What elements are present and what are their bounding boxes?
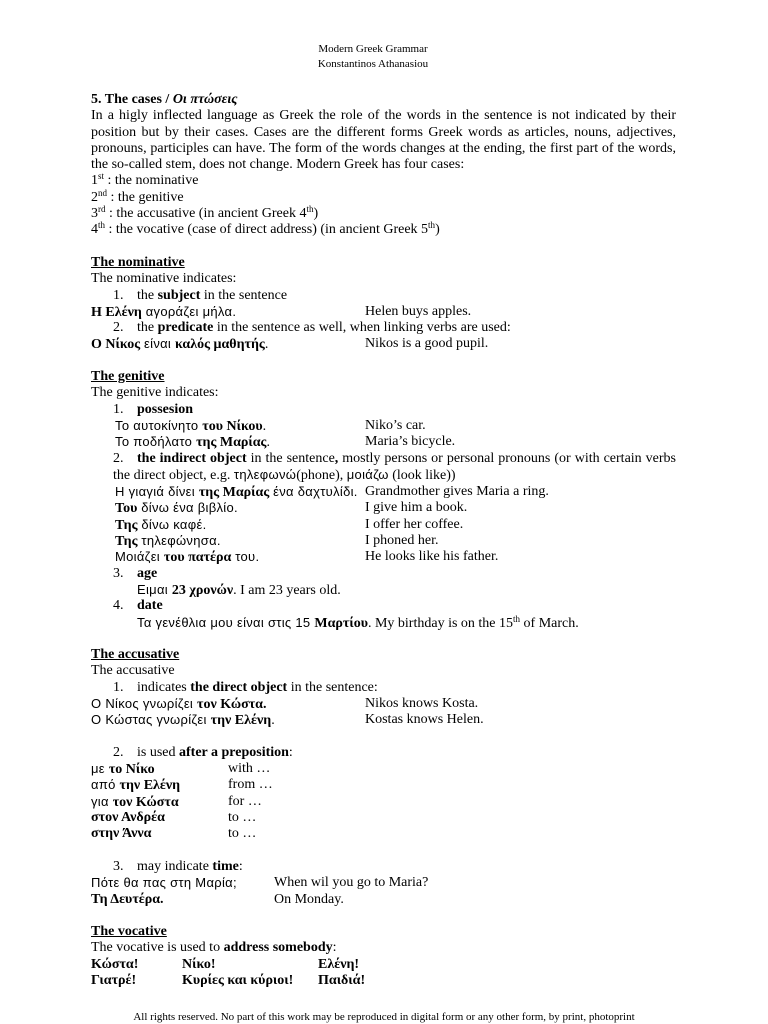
example-greek: Τη Δευτέρα. [91,891,164,907]
example-row [91,484,676,500]
ordinal-suffix: nd [98,187,107,198]
accusative-intro: The accusative [91,663,175,679]
example-row [91,549,676,565]
list-text: (phone), [296,467,347,483]
closing-paren: ) [313,206,319,222]
example-greek [115,434,365,450]
list-text: in the sentence: [287,679,378,695]
genitive-heading: The genitive [91,369,165,385]
section-heading [91,92,676,108]
spacer [91,353,676,369]
list-number: 2. [113,320,124,336]
list-text: indicates [137,679,191,695]
list-number: 1. [113,401,124,417]
example-greek [115,533,365,549]
preposition: από [91,777,120,793]
preposition-greek [91,777,228,793]
spacer [91,631,676,647]
list-text: (look like)) [388,467,456,483]
example-row [91,875,676,891]
case-name: : the accusative (in ancient Greek 4 [105,206,307,222]
list-item [91,566,676,582]
example-greek [91,696,365,712]
list-text: : [238,858,243,874]
preposition-english: to … [228,826,257,842]
greek-text: Μοιάζει [115,549,164,565]
greek-keyword: καλός μαθητής [175,337,265,353]
example-english: Kostas knows Helen. [365,712,484,728]
intro-text: : [332,940,337,956]
list-keyword: time [212,858,239,874]
preposition-object: στον Ανδρέα [91,810,165,826]
preposition-object: την Ελένη [119,778,181,794]
document-body [91,92,676,989]
list-item [91,402,676,418]
example-greek [91,304,365,320]
preposition-english: with … [228,761,271,777]
preposition-greek [91,761,228,777]
preposition-greek [91,826,228,842]
example-greek [115,517,365,533]
example-english: Helen buys apples. [365,303,472,319]
spacer [91,729,676,745]
list-item [91,859,676,875]
greek-keyword: Η Ελένη [91,304,142,320]
example-greek [115,484,365,500]
example-greek [91,712,365,728]
case-list-item [91,222,676,238]
greek-verb: μοιάζω [346,466,389,482]
preposition: για [91,793,113,809]
example-line [91,582,676,598]
greek-keyword: του πατέρα [163,550,232,566]
nominative-heading: The nominative [91,254,185,270]
greek-keyword: τον Κώστα. [197,696,267,712]
greek-text: . [262,418,267,434]
list-keyword: the direct object [190,679,288,695]
case-list-item [91,206,676,222]
spacer [91,908,676,924]
english-text: . I am 23 years old. [233,582,341,598]
list-keyword: the indirect object [137,450,247,466]
english-text: of March. [520,615,579,631]
section-heading-greek: Οι πτώσεις [172,92,238,107]
vocative-example: Κώστα! [91,956,139,972]
case-name: : the genitive [107,189,184,205]
list-keyword: age [137,565,158,581]
greek-text: είναι [140,336,176,352]
intro-keyword: address somebody [223,940,333,956]
running-header [0,42,746,72]
list-keyword: predicate [157,320,214,336]
list-keyword: subject [157,287,201,303]
vocative-example: Παιδιά! [318,973,366,989]
document-author: Konstantinos Athanasiou [317,58,429,70]
case-list-item [91,187,676,206]
greek-keyword: Της [115,534,138,550]
copyright-footer: All rights reserved. No part of this work may be reproduced in digital form or any other form, by print, photoprint [133,1011,635,1023]
list-item [91,288,676,304]
accusative-heading: The accusative [91,647,180,663]
document-title: Modern Greek Grammar [318,43,428,55]
ordinal-suffix: th [306,204,314,215]
preposition-object: τον Κώστα [112,794,179,810]
greek-keyword: της Μαρίας [198,485,270,501]
list-text: : [288,744,293,760]
vocative-example: Νίκο! [182,956,216,972]
greek-text: Τα γενέθλια μου είναι στις 15 [137,614,315,630]
list-item [91,745,676,761]
case-number: 2 [91,189,98,205]
list-number: 2. [113,744,124,760]
list-keyword: date [137,598,163,614]
greek-keyword: του Νίκου [202,418,263,434]
list-item [91,451,676,485]
greek-text: . [264,337,269,353]
preposition-english: from … [228,777,273,793]
nominative-intro: The nominative indicates: [91,271,237,287]
greek-keyword: της Μαρίας [196,435,267,451]
preposition-object: στην Άννα [91,826,152,842]
ordinal-suffix: rd [98,204,106,215]
greek-text: δίνω καφέ. [137,516,207,532]
spacer [91,843,676,859]
preposition-row [91,826,676,842]
greek-text: Ειμαι [137,581,172,597]
example-english: I phoned her. [365,533,439,549]
example-row [91,712,676,728]
list-keyword: possesion [137,401,194,417]
list-text: is used [137,744,179,760]
spacer [91,239,676,255]
example-english: I offer her coffee. [365,516,464,532]
greek-text: . [271,713,275,729]
example-row [91,696,676,712]
list-comma: , [334,450,339,466]
greek-text: Ο Νίκος γνωρίζει [91,695,198,711]
preposition-english: to … [228,810,257,826]
greek-keyword: την Ελένη [210,713,272,729]
greek-text: δίνω ένα βιβλίο. [137,500,238,516]
greek-keyword: Της [115,517,138,533]
list-text: the [137,320,158,336]
example-greek [115,549,365,565]
preposition-row [91,777,676,793]
example-english: Nikos is a good pupil. [365,336,489,352]
section-heading-text: 5. The cases / [91,92,173,107]
example-english: I give him a book. [365,500,468,516]
list-number: 3. [113,858,124,874]
list-text: the [137,287,158,303]
preposition-greek [91,794,228,810]
case-number: 3 [91,206,98,222]
example-english: Niko’s car. [365,417,426,433]
closing-paren: ) [435,222,440,238]
example-english: When wil you go to Maria? [274,875,429,891]
list-text: mostly persons or personal pronouns (or with certain verbs the direct object, e.g. [113,450,676,483]
example-english: Grandmother gives Maria a ring. [365,484,549,500]
preposition-row [91,794,676,810]
greek-text: . [266,435,270,451]
example-row [91,533,676,549]
greek-text: Ο Κώστας γνωρίζει [91,712,211,728]
example-row [91,892,676,908]
example-greek: Πότε θα πας στη Μαρία; [91,875,237,891]
greek-text: αγοράζει μήλα. [141,303,237,319]
list-item [91,598,676,614]
list-number: 1. [113,287,124,303]
example-row [91,500,676,516]
greek-text: Η γιαγιά δίνει [115,484,199,500]
greek-keyword: Ο Νίκος [91,337,141,353]
greek-text: τηλεφώνησα. [137,533,221,549]
list-number: 3. [113,565,124,581]
preposition-object: το Νίκο [108,762,155,778]
list-number: 1. [113,679,124,695]
preposition-greek [91,810,228,826]
greek-text: Το ποδήλατο [115,434,197,450]
list-item [91,320,676,336]
ordinal-suffix: th [428,220,436,231]
genitive-intro: The genitive indicates: [91,385,219,401]
example-english: On Monday. [274,891,344,907]
intro-text: The vocative is used to [91,940,224,956]
example-line [91,615,676,631]
vocative-intro [91,940,676,956]
vocative-example: Γιατρέ! [91,973,137,989]
case-number: 4 [91,222,98,238]
list-keyword: after a preposition [179,744,289,760]
greek-verb: τηλεφωνώ [233,466,297,482]
list-text: in the sentence [246,450,335,466]
greek-keyword: Μαρτίου [314,615,368,631]
example-row [91,517,676,533]
greek-text: ένα δαχτυλίδι. [269,484,358,500]
vocative-example: Ελένη! [318,956,360,972]
vocative-heading: The vocative [91,924,167,940]
list-text: in the sentence [200,287,288,303]
example-greek [91,336,365,352]
preposition-row [91,810,676,826]
case-list-item [91,173,676,189]
example-greek [115,500,365,516]
list-item [91,680,676,696]
list-text: may indicate [137,858,213,874]
vocative-example: Κυρίες και κύριοι! [182,973,294,989]
example-english: Maria’s bicycle. [365,434,456,450]
greek-keyword: 23 χρονών [171,582,234,598]
example-row [91,434,676,450]
case-number: 1 [91,173,98,189]
example-row [91,418,676,434]
greek-text: του. [231,549,260,565]
preposition: με [91,761,109,777]
example-row [91,304,676,320]
preposition-row [91,761,676,777]
list-number: 2. [113,450,124,466]
ordinal-suffix: th [513,613,521,624]
preposition-english: for … [228,793,262,809]
intro-paragraph: In a higly inflected language as Greek the role of the words in the sentence is not indicated by their position but by their cases. Cases are the different forms Greek words as articles, nouns, adjectives, pronouns, participles can have. The form of the words changes at the ending, the first part of the words, the so-called stem, does not change. Modern Greek has four cases: [91,108,676,173]
greek-text: Το αυτοκίνητο [115,417,203,433]
english-text: . My birthday is on the 15 [367,615,514,631]
greek-keyword: Του [115,501,138,517]
example-greek [115,418,365,434]
list-number: 4. [113,598,124,614]
ordinal-suffix: st [98,171,105,182]
vocative-row [91,957,676,973]
case-name: : the vocative (case of direct address) (in ancient Greek 5 [105,222,429,238]
vocative-row [91,973,676,989]
list-text: in the sentence as well, when linking verbs are used: [213,320,511,336]
case-name: : the nominative [104,173,199,189]
example-english: He looks like his father. [365,549,499,565]
example-row [91,336,676,352]
ordinal-suffix: th [98,220,106,231]
example-english: Nikos knows Kosta. [365,695,479,711]
